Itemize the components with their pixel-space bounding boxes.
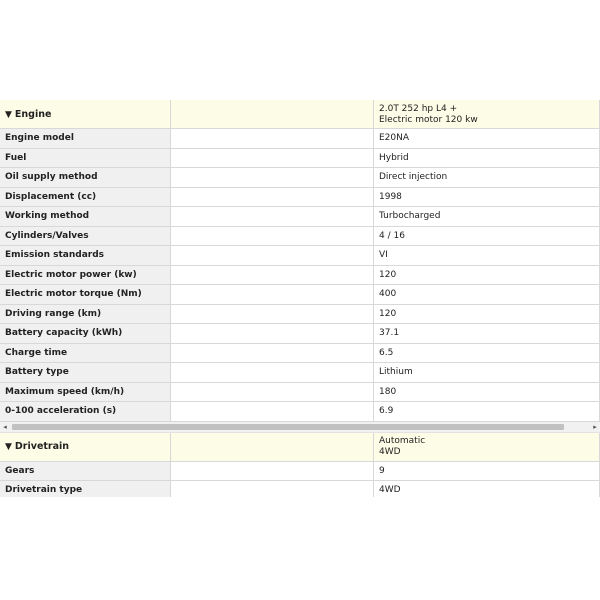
spec-value: Lithium	[374, 363, 600, 383]
table-row	[0, 168, 600, 188]
spec-value: Turbocharged	[374, 207, 600, 227]
blank-cell	[171, 226, 374, 246]
table-row	[0, 129, 600, 149]
table-row	[0, 481, 600, 498]
scroll-right-arrow-icon[interactable]: ▸	[593, 422, 597, 431]
blank-cell	[171, 304, 374, 324]
engine-section-label[interactable]: ▼ Engine	[0, 100, 171, 129]
spec-label: Cylinders/Valves	[0, 226, 171, 246]
spec-label: Electric motor power (kw)	[0, 265, 171, 285]
table-row	[0, 461, 600, 481]
spec-value: E20NA	[374, 129, 600, 149]
table-row	[0, 304, 600, 324]
spec-value: 400	[374, 285, 600, 305]
spec-value: VI	[374, 246, 600, 266]
spec-value: 180	[374, 382, 600, 402]
table-row	[0, 382, 600, 402]
table-row	[0, 265, 600, 285]
spec-value: 6.5	[374, 343, 600, 363]
blank-cell	[171, 285, 374, 305]
spec-label: Displacement (cc)	[0, 187, 171, 207]
collapse-triangle-icon[interactable]: ▼	[5, 442, 12, 452]
blank-cell	[171, 265, 374, 285]
spec-label: Charge time	[0, 343, 171, 363]
blank-cell	[171, 324, 374, 344]
table-row	[0, 226, 600, 246]
spec-label: Engine model	[0, 129, 171, 149]
spec-value: 120	[374, 304, 600, 324]
spec-value: 9	[374, 461, 600, 481]
spec-label: Battery type	[0, 363, 171, 383]
spec-label: Driving range (km)	[0, 304, 171, 324]
table-row	[0, 187, 600, 207]
table-row	[0, 246, 600, 266]
table-row	[0, 324, 600, 344]
spec-label: Working method	[0, 207, 171, 227]
spec-label: Oil supply method	[0, 168, 171, 188]
table-row	[0, 402, 600, 422]
spec-label: Maximum speed (km/h)	[0, 382, 171, 402]
spec-value: Hybrid	[374, 148, 600, 168]
collapse-triangle-icon[interactable]: ▼	[5, 109, 12, 120]
table-row	[0, 363, 600, 383]
drivetrain-spec-table	[0, 433, 600, 498]
drivetrain-section-value: Automatic 4WD	[374, 433, 600, 462]
spec-label: Battery capacity (kWh)	[0, 324, 171, 344]
engine-spec-table	[0, 100, 600, 422]
engine-section-header[interactable]	[0, 100, 600, 129]
table-row	[0, 343, 600, 363]
blank-cell	[171, 461, 374, 481]
blank-cell	[171, 168, 374, 188]
blank-cell	[171, 187, 374, 207]
spec-value: Direct injection	[374, 168, 600, 188]
spec-value: 120	[374, 265, 600, 285]
blank-cell	[171, 100, 374, 129]
blank-cell	[171, 343, 374, 363]
spec-value: 4 / 16	[374, 226, 600, 246]
blank-cell	[171, 481, 374, 498]
spec-value: 1998	[374, 187, 600, 207]
blank-cell	[171, 382, 374, 402]
spec-value: 6.9	[374, 402, 600, 422]
table-row	[0, 285, 600, 305]
spec-value: 37.1	[374, 324, 600, 344]
table-row	[0, 148, 600, 168]
spec-label: Fuel	[0, 148, 171, 168]
blank-cell	[171, 402, 374, 422]
blank-cell	[171, 148, 374, 168]
engine-section-value: 2.0T 252 hp L4 + Electric motor 120 kw	[374, 100, 600, 129]
table-row	[0, 207, 600, 227]
scroll-left-arrow-icon[interactable]: ◂	[3, 422, 7, 431]
spec-label: Electric motor torque (Nm)	[0, 285, 171, 305]
drivetrain-section-label[interactable]: ▼ Drivetrain	[0, 433, 171, 462]
spec-label: Gears	[0, 461, 171, 481]
blank-cell	[171, 433, 374, 462]
blank-cell	[171, 129, 374, 149]
spec-viewport	[0, 100, 600, 497]
blank-cell	[171, 246, 374, 266]
spec-label: 0-100 acceleration (s)	[0, 402, 171, 422]
horizontal-scrollbar[interactable]	[0, 422, 600, 433]
drivetrain-section-header[interactable]	[0, 433, 600, 462]
spec-label: Drivetrain type	[0, 481, 171, 498]
blank-cell	[171, 363, 374, 383]
spec-value: 4WD	[374, 481, 600, 498]
blank-cell	[171, 207, 374, 227]
scroll-thumb[interactable]	[12, 424, 564, 430]
spec-label: Emission standards	[0, 246, 171, 266]
